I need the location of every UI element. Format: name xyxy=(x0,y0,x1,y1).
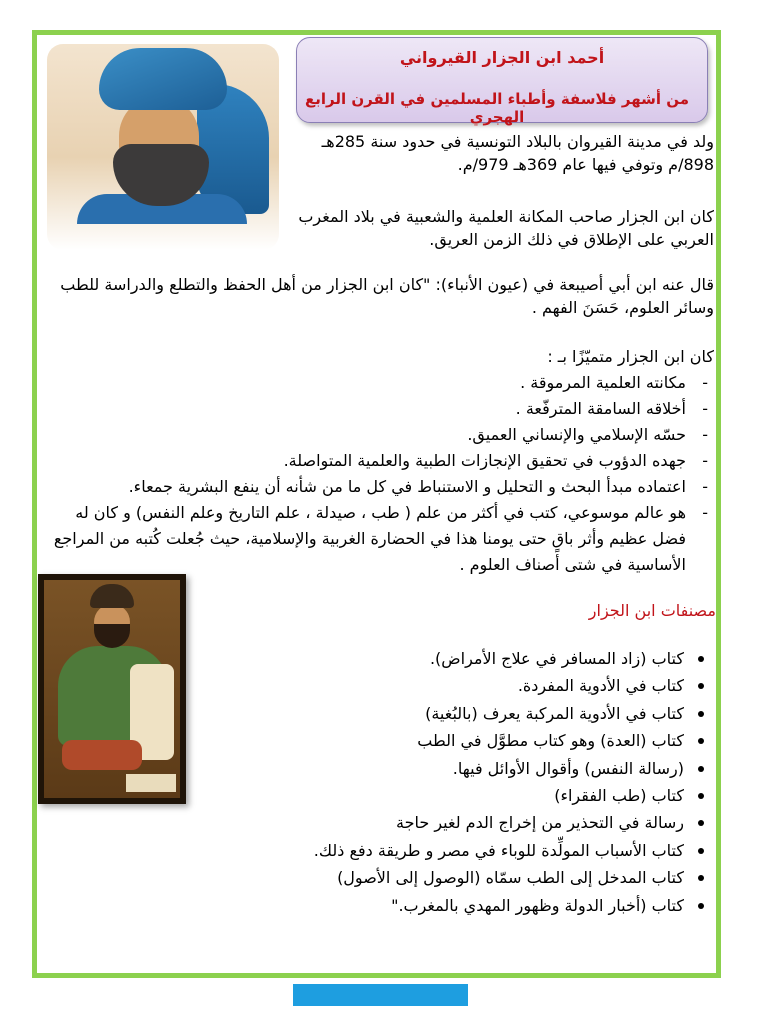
list-item: كتاب (أخبار الدولة وظهور المهدي بالمغرب." xyxy=(240,892,712,919)
page-title: أحمد ابن الجزار القيرواني xyxy=(399,48,605,67)
portrait-label-plate xyxy=(126,774,176,792)
page-subtitle: من أشهر فلاسفة وأطباء المسلمين في القرن الرابع الهجري xyxy=(304,90,690,126)
list-item: - جهده الدؤوب في تحقيق الإنجازات الطبية والعلمية المتواصلة. xyxy=(44,448,712,474)
list-item: كتاب (طب الفقراء) xyxy=(240,782,712,809)
list-item: كتاب (زاد المسافر في علاج الأمراض). xyxy=(240,645,712,672)
list-item: - حسّه الإسلامي والإنساني العميق. xyxy=(44,422,712,448)
list-item: - اعتماده مبدأ البحث و التحليل و الاستنباط في كل ما من شأنه أن ينفع البشرية جمعاء. xyxy=(44,474,712,500)
list-item: - أخلاقه السامقة المترفّعة . xyxy=(44,396,712,422)
list-item: كتاب في الأدوية المركبة يعرف (بالبُغية) xyxy=(240,700,712,727)
list-item: كتاب (العدة) وهو كتاب مطوَّل في الطب xyxy=(240,727,712,754)
quote-paragraph: قال عنه ابن أبي أصيبعة في (عيون الأنباء): "كان ابن الجزار من أهل الحفظ والتطلع والدراسة للطب وسائر العلوم، حَسَنَ الفهم . xyxy=(60,275,714,317)
portrait-ibn-al-jazzar-turban xyxy=(47,44,279,250)
portrait-boots xyxy=(62,740,142,770)
list-item: (رسالة النفس) وأقوال الأوائل فيها. xyxy=(240,755,712,782)
status-paragraph: كان ابن الجزار صاحب المكانة العلمية والشعبية في بلاد المغرب العربي على الإطلاق في ذلك الزمن العريق. xyxy=(298,207,714,249)
list-item: كتاب الأسباب المولِّدة للوباء في مصر و طريقة دفع ذلك. xyxy=(240,837,712,864)
bottom-accent-bar xyxy=(293,984,468,1006)
list-item: رسالة في التحذير من إخراج الدم لغير حاجة xyxy=(240,809,712,836)
distinctions-intro: كان ابن الجزار متميّزًا بـ : xyxy=(547,347,714,366)
books-list xyxy=(240,645,712,919)
books-heading: مصنفات ابن الجزار xyxy=(588,601,716,620)
list-item: كتاب المدخل إلى الطب سمّاه (الوصول إلى الأصول) xyxy=(240,864,712,891)
list-item: - هو عالم موسوعي، كتب في أكثر من علم ( طب ، صيدلة ، علم التاريخ وعلم النفس) و كان له فضل عظيم وأثر باقٍ حتى يومنا هذا في الحضارة الغربية والإسلامية، حيث جُعلت كُتبه من المراجع الأساسية في شتى أصناف العلوم . xyxy=(44,500,712,578)
title-box xyxy=(296,37,708,126)
birth-paragraph: ولد في مدينة القيروان بالبلاد التونسية في حدود سنة 285هـ 898/م وتوفي فيها عام 369هـ 979/م. xyxy=(321,132,714,174)
list-item: - مكانته العلمية المرموقة . xyxy=(44,370,712,396)
distinctions-list xyxy=(44,370,712,578)
portrait-seated-scholar xyxy=(38,574,186,804)
portrait-turban xyxy=(99,48,227,110)
list-item: كتاب في الأدوية المفردة. xyxy=(240,672,712,699)
